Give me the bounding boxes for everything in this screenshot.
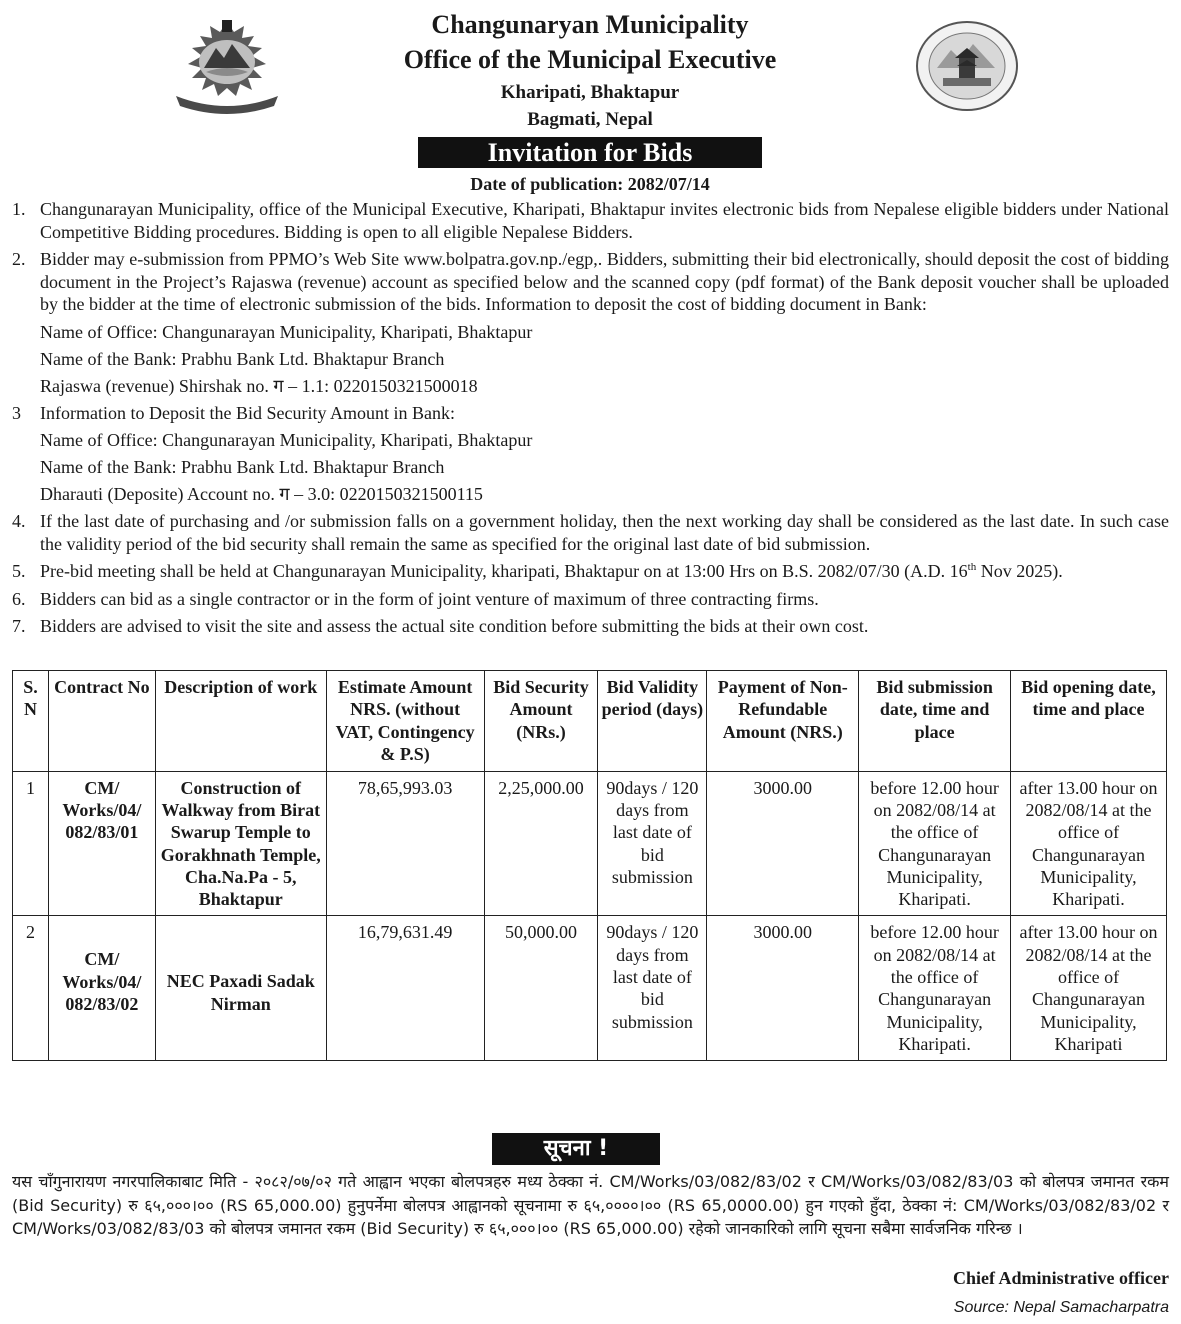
list-item — [0, 615, 1181, 638]
office-name: Office of the Municipal Executive — [403, 45, 777, 74]
cell-description: Construction of Walkway from Birat Swarup Temple to Gorakhnath Temple, Cha.Na.Pa - 5, Bhaktapur — [155, 771, 326, 916]
header-contract-no: Contract No — [48, 671, 155, 772]
item-text: Bidder may e-submission from PPMO’s Web Site www.bolpatra.gov.np./egp,. Bidders, submitting their bid electronically, should deposit the cost of bidding document in the Project’s Rajaswa (revenue) account as specified below and the scanned copy (pdf format) of the Bank deposit voucher shall be uploaded by the bidder at the time of electronic submission of the bids. Information to deposit the cost of bidding document in Bank: — [40, 249, 1169, 314]
item-text-end: Nov 2025). — [976, 561, 1063, 581]
item-number: 4. — [12, 511, 26, 531]
notice-header — [0, 0, 1181, 200]
header-sn: S. N — [13, 671, 49, 772]
address-line-2: Bagmati, Nepal — [527, 109, 653, 130]
nepal-emblem-icon — [166, 18, 288, 114]
cell-payment: 3000.00 — [707, 916, 859, 1061]
item-number: 2. — [12, 249, 26, 269]
cell-opening: after 13.00 hour on 2082/08/14 at the office of Changunarayan Municipality, Kharipati — [1011, 916, 1167, 1061]
header-bid-security: Bid Security Amount (NRs.) — [484, 671, 598, 772]
bid-table — [12, 670, 1167, 1061]
office-name-line: Name of Office: Changunarayan Municipality, Kharipati, Bhaktapur — [40, 321, 533, 342]
cell-sn: 2 — [13, 916, 49, 1061]
header-bid-validity: Bid Validity period (days) — [598, 671, 707, 772]
list-item — [0, 560, 1181, 583]
header-opening: Bid opening date, time and place — [1011, 671, 1167, 772]
cell-submission: before 12.00 hour on 2082/08/14 at the office of Changunarayan Municipality, Kharipati. — [859, 916, 1011, 1061]
item-number: 3 — [12, 402, 21, 423]
cell-contract-no: CM/ Works/04/ 082/83/01 — [48, 771, 155, 916]
item-text: Information to Deposit the Bid Security Amount in Bank: — [40, 402, 455, 423]
cell-bid-security: 2,25,000.00 — [484, 771, 598, 916]
bid-instructions — [0, 198, 1181, 643]
office-name-line: Name of Office: Changunarayan Municipality, Kharipati, Bhaktapur — [40, 430, 533, 450]
item-text: Bidders are advised to visit the site and assess the actual site condition before submitting the bids at their own cost. — [40, 616, 869, 636]
notice-title: सूचना ! — [492, 1133, 660, 1165]
list-item — [0, 248, 1181, 316]
cell-contract-no: CM/ Works/04/ 082/83/02 — [48, 916, 155, 1061]
item-number: 5. — [12, 561, 26, 581]
header-description: Description of work — [155, 671, 326, 772]
source-credit: Source: Nepal Samacharpatra — [953, 1299, 1169, 1316]
bank-name-line: Name of the Bank: Prabhu Bank Ltd. Bhaktapur Branch — [40, 348, 445, 369]
cell-payment: 3000.00 — [707, 771, 859, 916]
list-item — [0, 510, 1181, 555]
item-text: Changunarayan Municipality, office of the Municipal Executive, Kharipati, Bhaktapur invites electronic bids from Nepalese eligible bidders under National Competitive Bidding procedures. Bidding is open to all eligible Nepalese Bidders. — [40, 199, 1169, 242]
cell-bid-validity: 90days / 120 days from last date of bid submission — [598, 771, 707, 916]
cell-sn: 1 — [13, 771, 49, 916]
item-number: 7. — [12, 616, 26, 636]
item-number: 6. — [12, 588, 26, 609]
signature: Chief Administrative officer — [953, 1268, 1169, 1288]
deposit-account-line: Dharauti (Deposite) Account no. ग – 3.0: 0220150321500115 — [40, 484, 483, 504]
table-header-row — [13, 671, 1167, 772]
municipality-name: Changunaryan Municipality — [431, 10, 749, 39]
item-text: Pre-bid meeting shall be held at Changunarayan Municipality, kharipati, Bhaktapur on at 13:00 Hrs on B.S. 2082/07/30 (A.D. 16 — [40, 561, 968, 581]
list-item — [0, 588, 1181, 611]
bank-name-line: Name of the Bank: Prabhu Bank Ltd. Bhaktapur Branch — [40, 457, 445, 477]
list-item — [0, 198, 1181, 243]
table-row — [13, 771, 1167, 916]
cell-estimate: 78,65,993.03 — [326, 771, 484, 916]
cell-opening: after 13.00 hour on 2082/08/14 at the office of Changunarayan Municipality, Kharipati. — [1011, 771, 1167, 916]
address-line-1: Kharipati, Bhaktapur — [500, 82, 680, 103]
ordinal-suffix: th — [967, 561, 977, 573]
list-item — [0, 402, 1181, 425]
cell-bid-security: 50,000.00 — [484, 916, 598, 1061]
publication-date: Date of publication: 2082/07/14 — [470, 174, 710, 194]
item-text: If the last date of purchasing and /or submission falls on a government holiday, then the next working day shall be considered as the last date. In such case the validity period of the bid security shall remain the same as specified for the original last date of bid submission. — [40, 511, 1169, 554]
cell-description: NEC Paxadi Sadak Nirman — [155, 916, 326, 1061]
item-text: Bidders can bid as a single contractor or in the form of joint venture of maximum of three contracting firms. — [40, 588, 819, 609]
page-title: Invitation for Bids — [418, 137, 762, 168]
revenue-account-line: Rajaswa (revenue) Shirshak no. ग – 1.1: 0220150321500018 — [40, 375, 478, 396]
notice-text: यस चाँगुनारायण नगरपालिकाबाट मिति - २०८२/०७/०२ गते आह्वान भएका बोलपत्रहरु मध्य ठेक्का नं. CM/Works/03/082/83/02 र CM/Works/03/082/83/03 को बोलपत्र जमानत रकम (Bid Security) रु ६५,०००।०० (RS 65,000.00) हुनुपर्नेमा बोलपत्र आह्वानको सूचनामा रु ६५,००००।०० (RS 65,0000.00) हुन गएको हुँदा, ठेक्का नं: CM/Works/03/082/83/02 र CM/Works/03/082/83/03 को बोलपत्र जमानत रकम (Bid Security) रु ६५,०००।०० (RS 65,000.00) रहेको जानकारिको लागि सूचना सबैमा सार्वजनिक गरिन्छ । — [12, 1172, 1169, 1239]
header-submission: Bid submission date, time and place — [859, 671, 1011, 772]
header-payment: Payment of Non-Refundable Amount (NRS.) — [707, 671, 859, 772]
cell-submission: before 12.00 hour on 2082/08/14 at the office of Changunarayan Municipality, Kharipati. — [859, 771, 1011, 916]
cell-estimate: 16,79,631.49 — [326, 916, 484, 1061]
municipality-seal-icon — [915, 20, 1019, 112]
table-row — [13, 916, 1167, 1061]
item-number: 1. — [12, 199, 26, 219]
header-estimate: Estimate Amount NRS. (without VAT, Contingency & P.S) — [326, 671, 484, 772]
cell-bid-validity: 90days / 120 days from last date of bid submission — [598, 916, 707, 1061]
